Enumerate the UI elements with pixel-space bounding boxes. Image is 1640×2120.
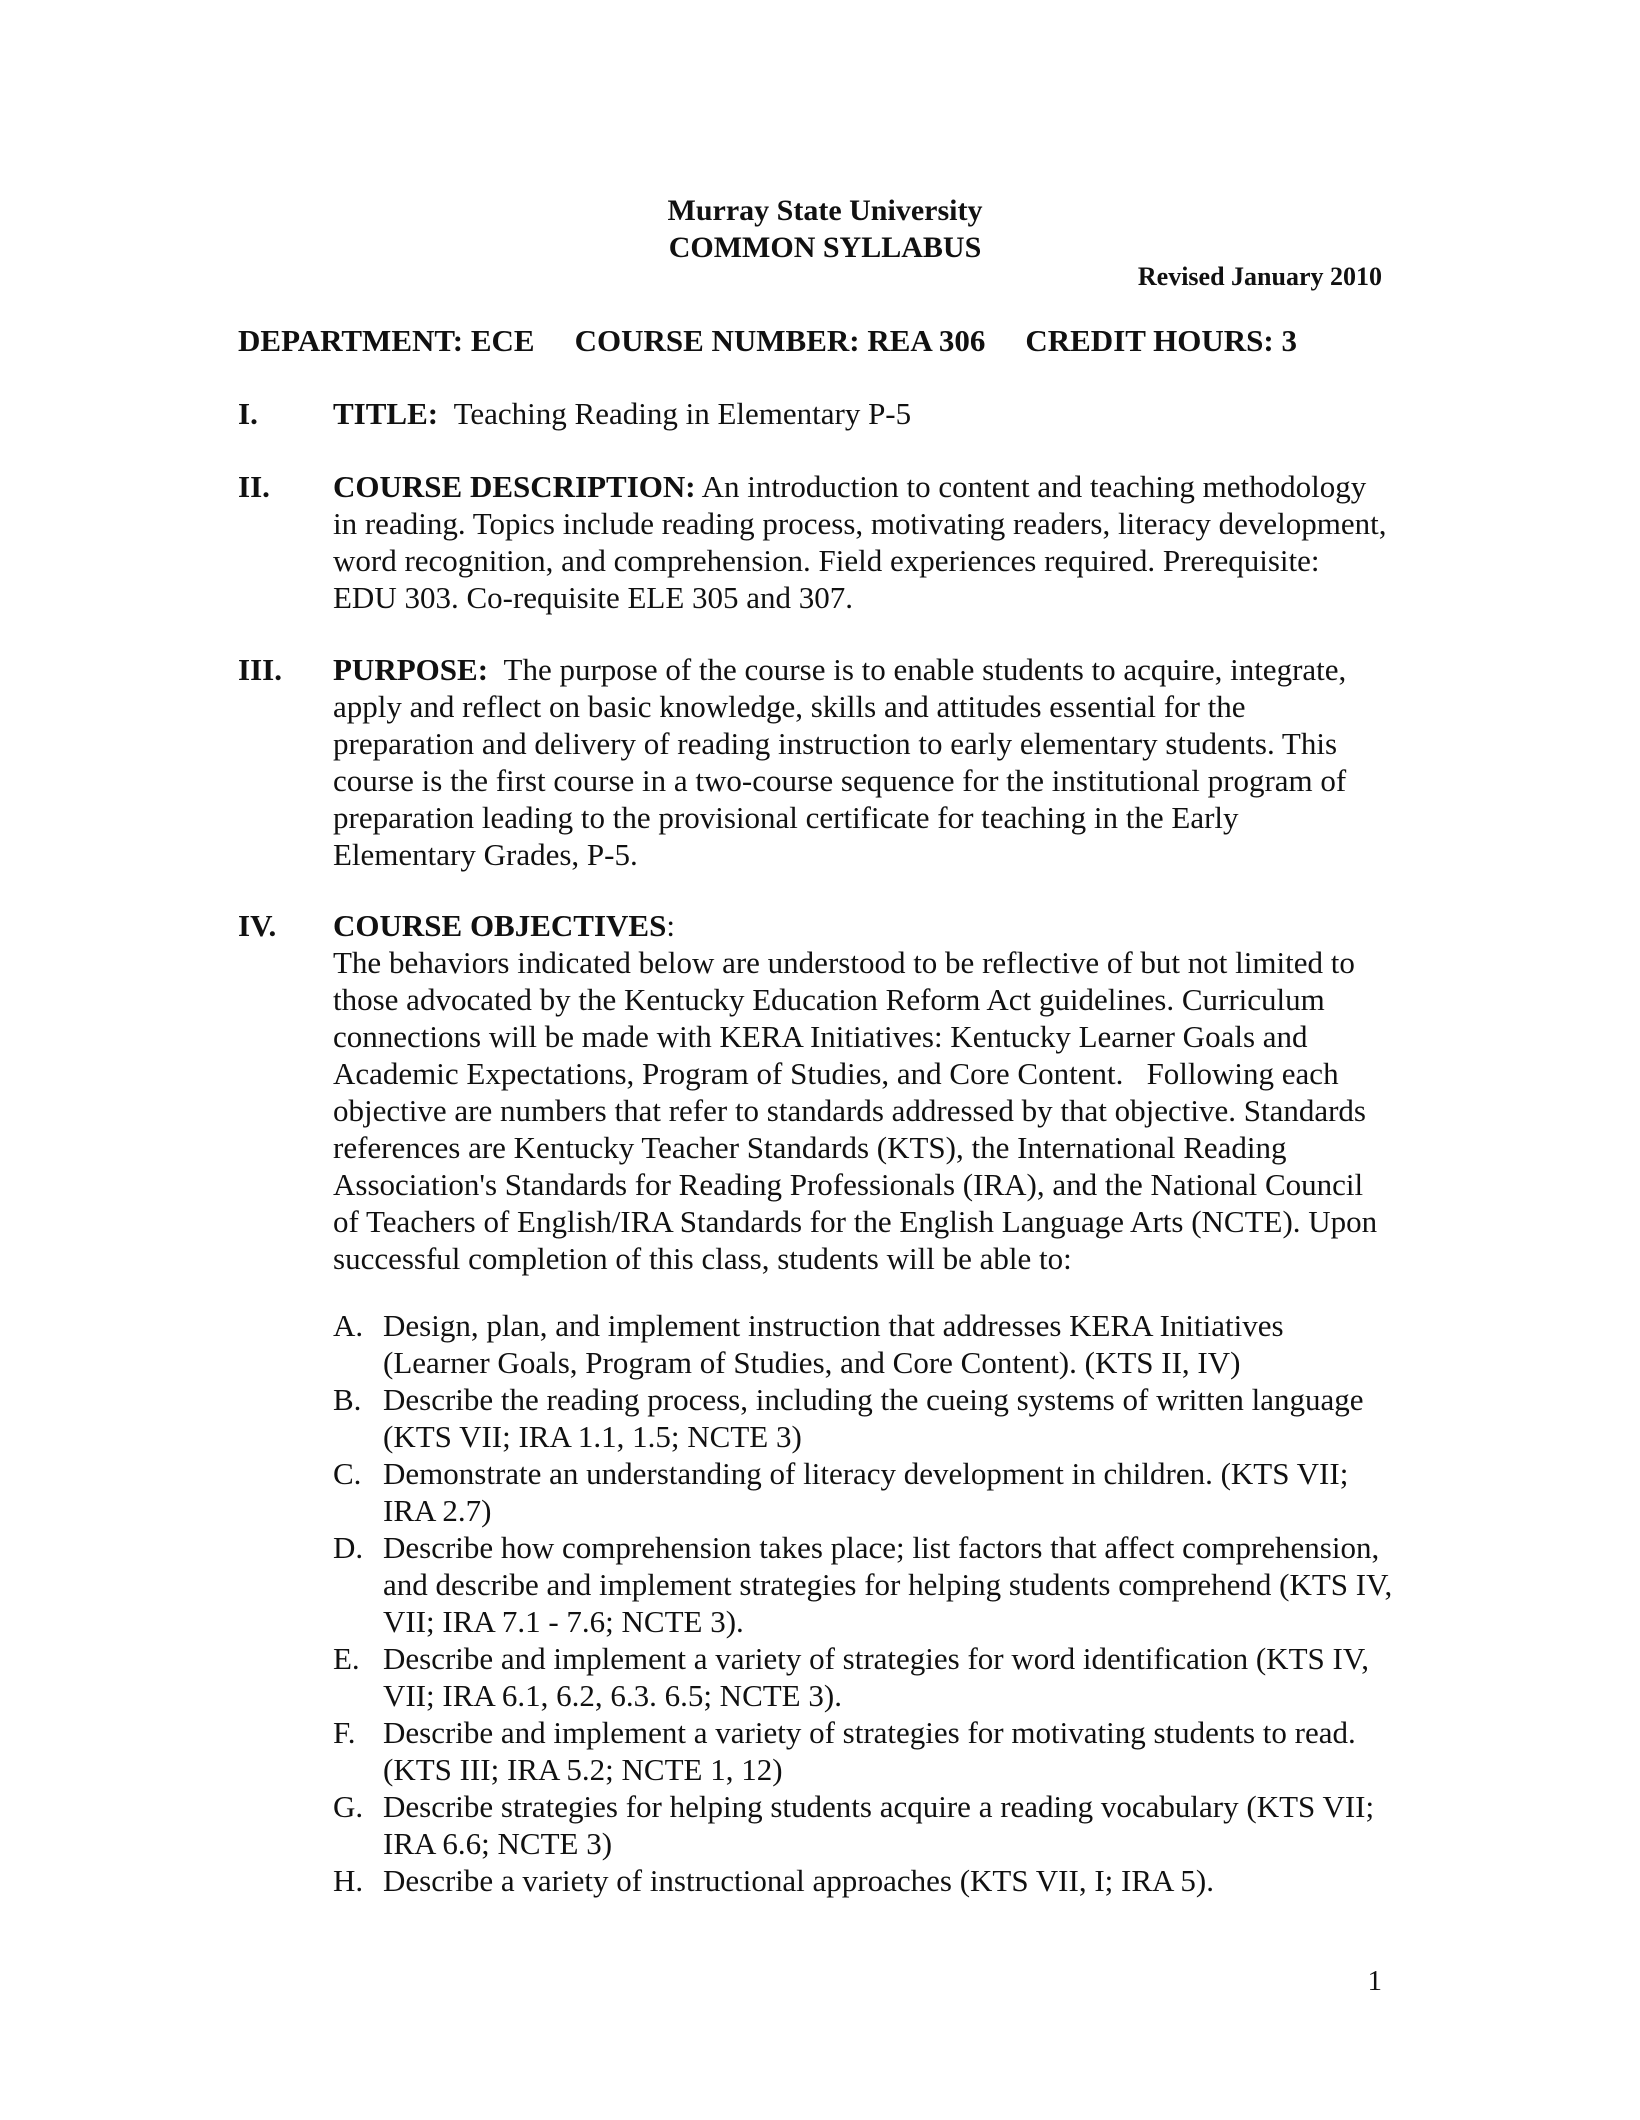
course-number: COURSE NUMBER: REA 306 — [574, 323, 986, 358]
list-item — [333, 1381, 1393, 1455]
document-header — [0, 192, 1640, 266]
section-number: II. — [238, 469, 270, 504]
section-label: COURSE DESCRIPTION: — [333, 469, 696, 504]
list-item — [333, 1455, 1393, 1529]
section-number: III. — [238, 652, 282, 687]
credit-hours: CREDIT HOURS: 3 — [1025, 323, 1297, 358]
university-name: Murray State University — [667, 194, 983, 227]
section-title: I. TITLE: Teaching Reading in Elementary P-5 — [238, 396, 912, 431]
item-letter: G. — [333, 1789, 364, 1824]
item-text: Demonstrate an understanding of literacy development in children. (KTS VII; IRA 2.7) — [383, 1456, 1349, 1528]
course-info-line — [238, 323, 1297, 359]
item-text: Describe the reading process, including the cueing systems of written language (KTS VII; IRA 1.1, 1.5; NCTE 3) — [383, 1382, 1364, 1454]
section-number: IV. — [238, 908, 277, 943]
department: DEPARTMENT: ECE — [238, 323, 535, 358]
item-text: Describe and implement a variety of strategies for word identification (KTS IV, VII; IRA 6.1, 6.2, 6.3. 6.5; NCTE 3). — [383, 1641, 1369, 1713]
item-text: Describe strategies for helping students acquire a reading vocabulary (KTS VII; IRA 6.6; NCTE 3) — [383, 1789, 1375, 1861]
list-item — [333, 1529, 1393, 1640]
document-type: COMMON SYLLABUS — [668, 231, 982, 264]
section-label: PURPOSE — [333, 652, 478, 687]
objectives-intro: The behaviors indicated below are understood to be reflective of but not limited to those advocated by the Kentucky Education Reform Act guidelines. Curriculum connections will be made with KERA Initiatives: Kentucky Learner Goals and Academic Expectations, Program of Studies, and Core Content. Following each objective are numbers that refer to standards addressed by that objective. Standards references are Kentucky Teacher Standards (KTS), the International Reading Association's Standards for Reading Professionals (IRA), and the National Council of Teachers of English/IRA Standards for the English Language Arts (NCTE). Upon successful completion of this class, students will be able to: — [333, 945, 1385, 1276]
revision-date: Revised January 2010 — [1137, 262, 1382, 291]
item-text: Describe a variety of instructional approaches (KTS VII, I; IRA 5). — [383, 1863, 1215, 1898]
list-item — [333, 1714, 1393, 1788]
item-letter: A. — [333, 1308, 364, 1343]
list-item — [333, 1640, 1393, 1714]
item-text: Describe how comprehension takes place; list factors that affect comprehension, and describe and implement strategies for helping students comprehend (KTS IV, VII; IRA 7.1 - 7.6; NCTE 3). — [383, 1530, 1393, 1639]
course-title: Teaching Reading in Elementary P-5 — [453, 396, 912, 431]
section-objectives: IV. COURSE OBJECTIVES: The behaviors indicated below are understood to be reflective of but not limited to those advocated by the Kentucky Education Reform Act guidelines. Curriculum connections will be made with KERA Initiatives: Kentucky Learner Goals and Academic Expectations, Program of Studies, and Core Content. Following each objective are numbers that refer to standards addressed by that objective. Standards references are Kentucky Teacher Standards (KTS), the International Reading Association's Standards for Reading Professionals (IRA), and the National Council of Teachers of English/IRA Standards for the English Language Arts (NCTE). Upon successful completion of this class, students will be able to: — [238, 907, 1388, 1277]
purpose-text: The purpose of the course is to enable students to acquire, integrate, apply and reflect on basic knowledge, skills and attitudes essential for the preparation and delivery of reading instruction to early elementary students. This course is the first course in a two-course sequence for the institutional program of preparation leading to the provisional certificate for teaching in the Early Elementary Grades, P-5. — [333, 652, 1347, 872]
section-number: I. — [238, 396, 258, 431]
section-description — [238, 468, 1388, 616]
item-letter: F. — [333, 1715, 356, 1750]
section-label: TITLE — [333, 396, 428, 431]
objectives-list — [333, 1307, 1393, 1899]
item-letter: C. — [333, 1456, 362, 1491]
item-letter: E. — [333, 1641, 360, 1676]
item-text: Design, plan, and implement instruction that addresses KERA Initiatives (Learner Goals, Program of Studies, and Core Content). (KTS II, IV) — [383, 1308, 1284, 1380]
list-item — [333, 1307, 1393, 1381]
item-text: Describe and implement a variety of strategies for motivating students to read. (KTS III; IRA 5.2; NCTE 1, 12) — [383, 1715, 1356, 1787]
course-description-text: An introduction to content and teaching methodology in reading. Topics include reading process, motivating readers, literacy development, word recognition, and comprehension. Field experiences required. Prerequisite: EDU 303. Co-requisite ELE 305 and 307. — [333, 469, 1387, 615]
list-item — [333, 1788, 1393, 1862]
page-number: 1 — [1367, 1965, 1382, 1997]
list-item — [333, 1862, 1393, 1899]
section-label: COURSE OBJECTIVES — [333, 908, 667, 943]
item-letter: B. — [333, 1382, 362, 1417]
item-letter: H. — [333, 1863, 364, 1898]
item-letter: D. — [333, 1530, 364, 1565]
section-purpose: III. PURPOSE: The purpose of the course is to enable students to acquire, integrate, apply and reflect on basic knowledge, skills and attitudes essential for the preparation and delivery of reading instruction to early elementary students. This course is the first course in a two-course sequence for the institutional program of preparation leading to the provisional certificate for teaching in the Early Elementary Grades, P-5. — [238, 652, 1347, 872]
